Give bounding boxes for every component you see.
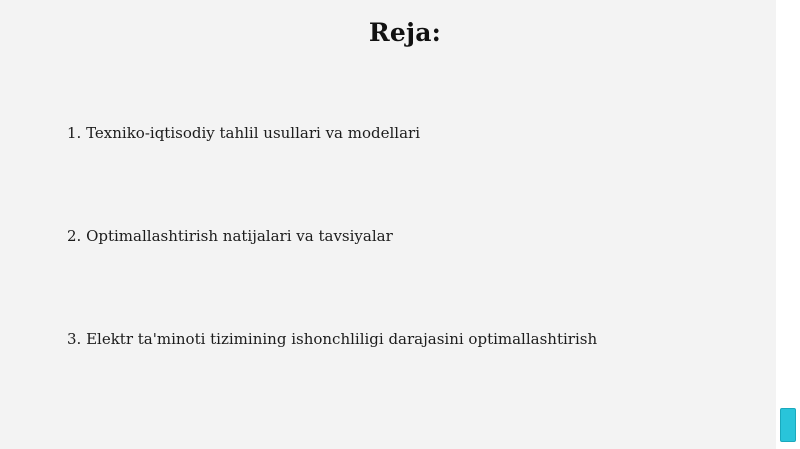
slide-title: Reja: [368, 18, 442, 47]
list-item: 2. Optimallashtirish natijalari va tavsiyalar [67, 227, 393, 245]
list-item: 1. Texniko-iqtisodiy tahlil usullari va modellari [67, 124, 421, 142]
list-item: 3. Elektr ta'minoti tizimining ishonchliligi darajasini optimallashtirish [67, 330, 598, 348]
vertical-scrollbar[interactable] [776, 0, 800, 449]
scrollbar-thumb[interactable] [780, 408, 796, 442]
